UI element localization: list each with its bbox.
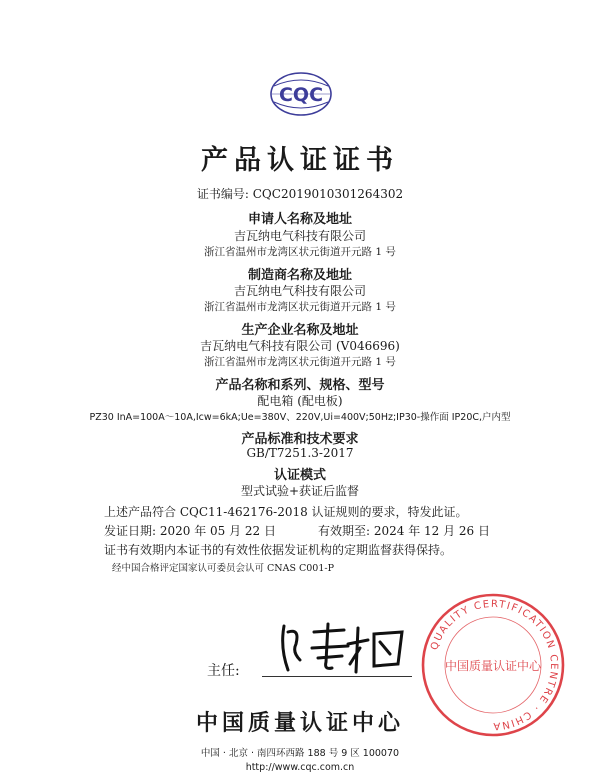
- accreditation-note: 经中国合格评定国家认可委员会认可 CNAS C001-P: [112, 563, 334, 574]
- footer-address: 中国 · 北京 · 南四环西路 188 号 9 区 100070: [200, 748, 400, 759]
- director-signature: [270, 618, 410, 678]
- manufacturer-heading: 制造商名称及地址: [247, 268, 352, 283]
- conformity-statement: 上述产品符合 CQC11-462176-2018 认证规则的要求，特发此证。: [104, 505, 468, 519]
- standard-heading: 产品标准和技术要求: [241, 432, 359, 447]
- svg-text:中国质量认证中心: 中国质量认证中心: [444, 659, 542, 673]
- svg-text:QUALITY CERTIFICATION CENTRE ·: QUALITY CERTIFICATION CENTRE · CHINA: [429, 598, 560, 732]
- cqc-logo: [268, 70, 334, 118]
- factory-heading: 生产企业名称及地址: [241, 323, 359, 338]
- product-name: 配电箱 (配电板): [257, 394, 343, 408]
- manufacturer-name: 吉瓦纳电气科技有限公司: [233, 284, 366, 298]
- standard-value: GB/T7251.3-2017: [246, 446, 354, 460]
- applicant-heading: 申请人名称及地址: [247, 212, 352, 227]
- mode-heading: 认证模式: [273, 468, 326, 483]
- footer-organization: 中国质量认证中心: [195, 711, 404, 736]
- product-heading: 产品名称和系列、规格、型号: [215, 378, 385, 393]
- page-title: 产品认证证书: [201, 145, 399, 176]
- certificate-number: 证书编号: CQC2019010301264302: [196, 187, 404, 201]
- applicant-address: 浙江省温州市龙湾区状元街道开元路 1 号: [204, 246, 396, 258]
- factory-address: 浙江省温州市龙湾区状元街道开元路 1 号: [204, 356, 396, 368]
- product-spec: PZ30 InA=100A～10A,Icw=6kA;Ue=380V、220V,Ui=400V;50Hz;IP30-操作面 IP20C,户内型: [89, 412, 511, 423]
- applicant-name: 吉瓦纳电气科技有限公司: [233, 229, 366, 243]
- factory-name: 吉瓦纳电气科技有限公司 (V046696): [200, 339, 400, 353]
- svg-text:CQC: CQC: [278, 84, 324, 106]
- issue-date: 发证日期: 2020 年 05 月 22 日: [104, 524, 277, 538]
- validity-note: 证书有效期内本证书的有效性依据发证机构的定期监督获得保持。: [104, 543, 453, 557]
- valid-until: 有效期至: 2024 年 12 月 26 日: [318, 524, 491, 538]
- footer-website[interactable]: http://www.cqc.com.cn: [245, 762, 355, 773]
- manufacturer-address: 浙江省温州市龙湾区状元街道开元路 1 号: [204, 301, 396, 313]
- director-label: 主任:: [207, 663, 240, 679]
- mode-value: 型式试验+获证后监督: [240, 484, 360, 498]
